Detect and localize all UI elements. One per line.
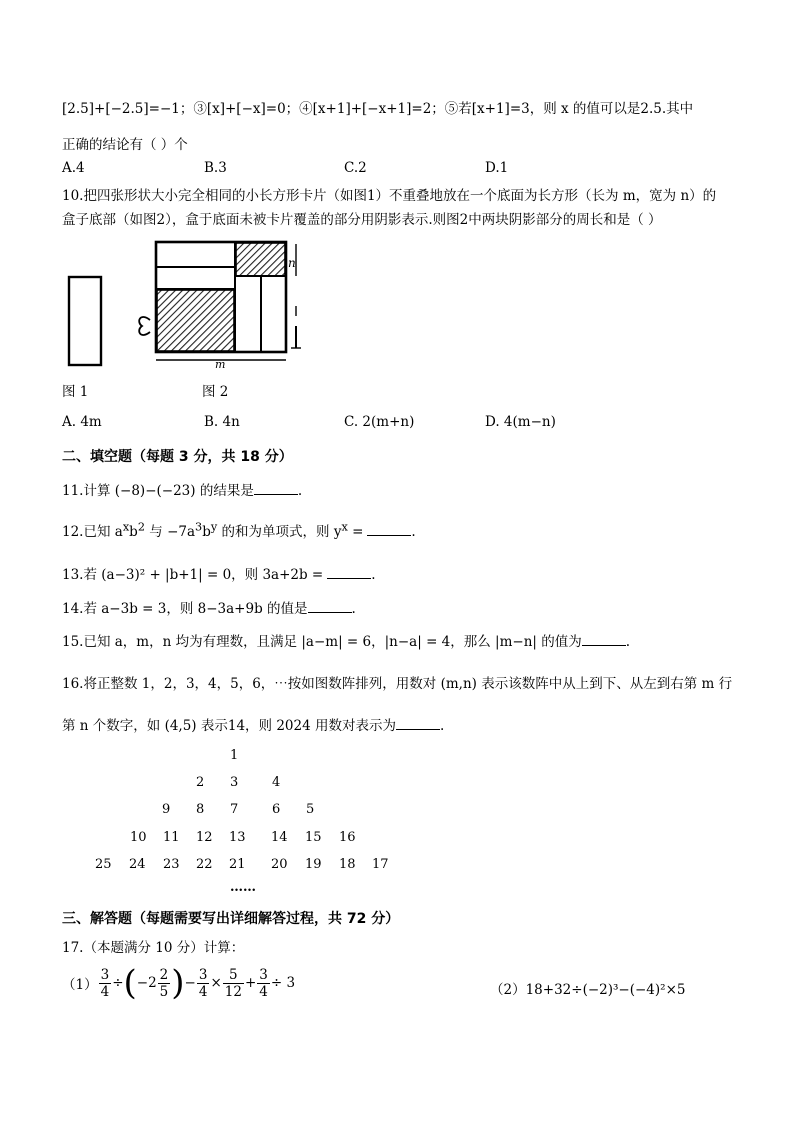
q17-fraction-5: $\frac{3}{4}$: [259, 966, 268, 1000]
figure-2-caption: 图 2: [202, 384, 229, 400]
q17-fraction-1: $\frac{3}{4}$: [100, 966, 110, 1000]
q10-option-d: D. 4(m−n): [485, 414, 556, 430]
triangle-r5-c2: 24: [129, 857, 146, 872]
triangle-r5-c5: 21: [229, 857, 246, 872]
q17-fraction-2: $\frac{2}{5}$: [159, 966, 169, 1000]
triangle-r4-c4: 13: [229, 830, 246, 845]
section-3-heading: 三、解答题（每题需要写出详细解答过程，共 72 分）: [62, 911, 400, 927]
triangle-r5-c7: 19: [305, 857, 322, 872]
q15-answer-blank[interactable]: [582, 632, 626, 647]
triangle-r4-c3: 12: [196, 830, 213, 845]
q17-heading: 17.（本题满分 10 分）计算：: [62, 940, 245, 956]
q12-answer-blank[interactable]: [367, 522, 411, 537]
q9-line1: [2.5]+[−2.5]=−1；③[x]+[−x]=0；④[x+1]+[−x+1]=2；⑤若[x+1]=3，则 x 的值可以是2.5.其中: [62, 101, 694, 117]
triangle-r1-c1: 1: [230, 748, 239, 763]
section-2-heading: 二、填空题（每题 3 分，共 18 分）: [62, 449, 293, 465]
q10-line1: 10.把四张形状大小完全相同的小长方形卡片（如图1）不重叠地放在一个底面为长方形（长为 m，宽为 n）的: [62, 188, 717, 204]
q17-part1: （1） $\frac{3}{4}$ ÷ ( −2 $\frac{2}{5}$ ) − $\frac{3}{4}$ × $\frac{5}{12}$ + $\frac{3}{4}$ ÷ 3: [62, 963, 296, 1003]
triangle-r5-c3: 23: [163, 857, 180, 872]
q10-option-b: B. 4n: [204, 414, 240, 430]
q13-answer-blank[interactable]: [327, 565, 371, 580]
figure-1-caption: 图 1: [62, 384, 89, 400]
q9-option-d: D.1: [485, 160, 509, 176]
q17-fraction-4: $\frac{5}{12}$: [224, 966, 242, 1000]
q10-option-a: A. 4m: [62, 414, 102, 430]
q17-fraction-3: $\frac{3}{4}$: [198, 966, 208, 1000]
triangle-r5-c9: 17: [372, 857, 389, 872]
triangle-r3-c5: 5: [306, 802, 315, 817]
q17-part2: （2）18+32÷(−2)³−(−4)²×5: [490, 982, 686, 998]
q9-line2: 正确的结论有（ ）个: [62, 137, 188, 153]
q15: 15.已知 a，m，n 均为有理数，且满足 |a−m| = 6，|n−a| = 4，那么 |m−n| 的值为 .: [62, 630, 630, 650]
q14: 14.若 a−3b = 3，则 8−3a+9b 的值是 .: [62, 597, 356, 617]
figure-1-card: [66, 274, 106, 370]
q9-option-a: A.4: [62, 160, 85, 176]
triangle-r2-c3: 4: [272, 775, 281, 790]
triangle-r3-c1: 9: [162, 802, 171, 817]
q11-answer-blank[interactable]: [254, 481, 298, 496]
triangle-r3-c3: 7: [230, 802, 239, 817]
figure-2-label-m: m: [215, 358, 226, 371]
triangle-r4-c1: 10: [130, 830, 147, 845]
triangle-r3-c4: 6: [272, 802, 281, 817]
q13: 13.若 (a−3)² + |b+1| = 0，则 3a+2b = .: [62, 563, 376, 583]
triangle-ellipsis: ……: [230, 880, 256, 895]
q12: 12.已知 $a^xb^2$ 与 $-7a^3b^y$ 的和为单项式，则 $y^x$ = .: [62, 520, 416, 540]
q11: 11.计算 (−8)−(−23) 的结果是 .: [62, 479, 302, 499]
q10-line2: 盒子底部（如图2），盒于底面未被卡片覆盖的部分用阴影表示.则图2中两块阴影部分的周长和是（ ）: [62, 212, 662, 228]
triangle-r5-c6: 20: [271, 857, 288, 872]
q16-line1: 16.将正整数 1，2，3，4，5，6，⋯按如图数阵排列，用数对 (m,n) 表示该数阵中从上到下、从左到右第 m 行: [62, 676, 733, 692]
triangle-r4-c2: 11: [163, 830, 180, 845]
triangle-r5-c4: 22: [196, 857, 213, 872]
q10-option-c: C. 2(m+n): [344, 414, 415, 430]
triangle-r4-c5: 14: [271, 830, 288, 845]
figure-2-label-n: n: [288, 256, 296, 270]
triangle-r5-c1: 25: [95, 857, 112, 872]
triangle-r3-c2: 8: [196, 802, 205, 817]
q9-option-b: B.3: [204, 160, 227, 176]
triangle-r2-c1: 2: [196, 775, 205, 790]
triangle-r5-c8: 18: [339, 857, 356, 872]
q16-line2: 第 n 个数字，如 (4,5) 表示14，则 2024 用数对表示为 .: [62, 714, 444, 734]
q14-answer-blank[interactable]: [308, 599, 352, 614]
triangle-r4-c7: 16: [339, 830, 356, 845]
triangle-r4-c6: 15: [305, 830, 322, 845]
triangle-r2-c2: 3: [230, 775, 239, 790]
q16-answer-blank[interactable]: [396, 716, 440, 731]
q9-option-c: C.2: [344, 160, 367, 176]
